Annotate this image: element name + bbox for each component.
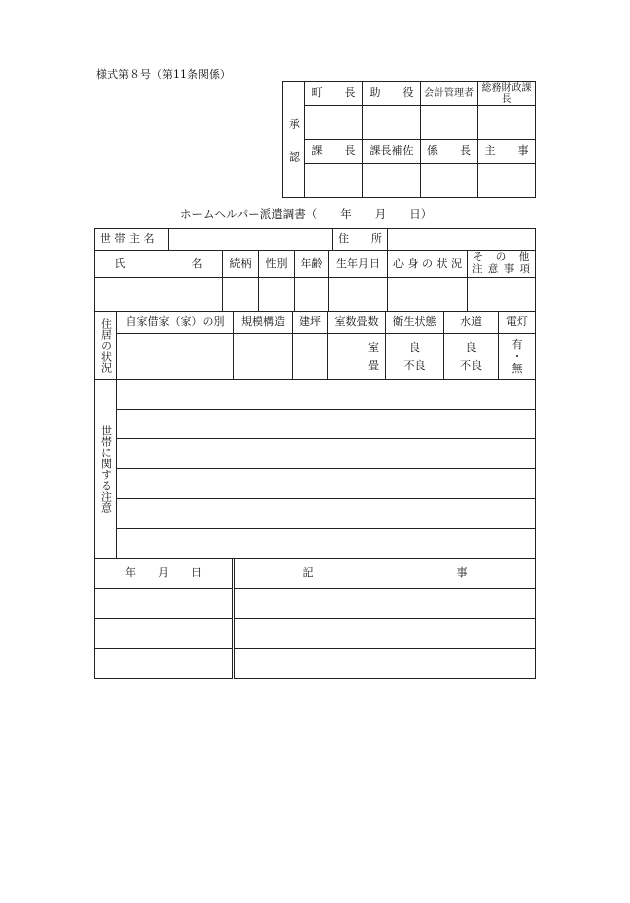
- col-name: 氏 名: [95, 251, 223, 278]
- member-age-input[interactable]: [295, 278, 329, 312]
- record-date-header: 年 月 日: [95, 559, 234, 589]
- approval-role-clerk: 主 事: [478, 140, 536, 164]
- water-cell[interactable]: [444, 334, 499, 380]
- water-good: 良: [465, 340, 477, 354]
- notes-line[interactable]: [117, 439, 536, 469]
- approval-seal-box: [478, 106, 536, 140]
- record-content-input[interactable]: [234, 649, 536, 679]
- approval-role-assistant-chief: 課長補佐: [363, 140, 421, 164]
- notes-line[interactable]: [117, 529, 536, 559]
- record-content-input[interactable]: [234, 589, 536, 619]
- household-head-label: 世 帯 主 名: [95, 229, 169, 250]
- approval-seal-box: [363, 106, 421, 140]
- light-yes: 有: [511, 338, 523, 351]
- light-cell[interactable]: [499, 334, 536, 380]
- housing-table: [94, 311, 536, 380]
- member-sex-input[interactable]: [259, 278, 295, 312]
- approval-role-section-chief: 課 長: [305, 140, 363, 164]
- housing-col-rooms: 室数畳数: [328, 312, 386, 334]
- member-relation-input[interactable]: [223, 278, 259, 312]
- tatami-unit: 畳: [368, 358, 379, 372]
- approval-seal-box: [363, 164, 421, 198]
- approval-side-label: 承 認: [283, 82, 305, 198]
- household-table: [94, 228, 536, 312]
- room-unit: 室: [368, 340, 379, 354]
- record-content-header: 記 事: [234, 559, 536, 589]
- housing-col-structure: 規模構造: [234, 312, 293, 334]
- approval-seal-box: [305, 106, 363, 140]
- housing-side-label: 住居の状況: [95, 312, 117, 380]
- housing-col-sanitation: 衛生状態: [386, 312, 444, 334]
- notes-line[interactable]: [117, 410, 536, 439]
- household-head-row: [95, 229, 388, 251]
- ownership-input[interactable]: [117, 334, 234, 380]
- notes-line[interactable]: [117, 499, 536, 529]
- member-other-input[interactable]: [468, 278, 536, 312]
- notes-line[interactable]: [117, 469, 536, 499]
- address-label: 住 所: [338, 232, 383, 246]
- approval-seal-box: [421, 164, 478, 198]
- sanitation-good: 良: [409, 340, 420, 354]
- approval-seal-box: [305, 164, 363, 198]
- approval-role-mayor: 町 長: [305, 82, 363, 106]
- sanitation-cell[interactable]: [386, 334, 444, 380]
- col-other-notes: そ の 他 注 意 事 項: [468, 251, 536, 278]
- address-input[interactable]: [388, 229, 536, 251]
- approval-role-accounting: 会計管理者: [421, 82, 478, 106]
- housing-col-water: 水道: [444, 312, 499, 334]
- floor-area-input[interactable]: [293, 334, 328, 380]
- approval-role-deputy: 助 役: [363, 82, 421, 106]
- approval-table: [282, 81, 542, 198]
- light-separator: ・: [511, 350, 523, 363]
- household-head-input[interactable]: [169, 229, 333, 250]
- member-name-input[interactable]: [95, 278, 223, 312]
- notes-line[interactable]: [117, 380, 536, 410]
- light-no: 無: [511, 362, 523, 375]
- housing-col-ownership: 自家借家（家）の別: [117, 312, 234, 334]
- rooms-cell[interactable]: [328, 334, 386, 380]
- housing-col-floor-area: 建坪: [293, 312, 328, 334]
- approval-seal-box: [478, 164, 536, 198]
- household-notes-table: [94, 379, 536, 559]
- structure-input[interactable]: [234, 334, 293, 380]
- col-mental: 心 身 の 状 況: [388, 251, 468, 278]
- record-date-input[interactable]: [95, 589, 234, 619]
- approval-role-general-affairs: 総務財政課 長: [478, 82, 536, 106]
- record-table: [94, 558, 536, 679]
- member-mental-input[interactable]: [388, 278, 468, 312]
- col-birth: 生年月日: [329, 251, 388, 278]
- approval-role-subsection-chief: 係 長: [421, 140, 478, 164]
- record-date-input[interactable]: [95, 649, 234, 679]
- housing-col-light: 電灯: [499, 312, 536, 334]
- notes-side-label: 世帯に関する注意: [95, 380, 117, 559]
- col-relation: 続柄: [223, 251, 259, 278]
- record-content-input[interactable]: [234, 619, 536, 649]
- page-title: ホームヘルパー派遣調書（ 年 月 日）: [180, 207, 433, 221]
- col-age: 年齢: [295, 251, 329, 278]
- form-number: 様式第８号（第11条関係）: [96, 68, 231, 81]
- sanitation-bad: 不良: [403, 358, 426, 372]
- member-birth-input[interactable]: [329, 278, 388, 312]
- water-bad: 不良: [460, 358, 482, 372]
- record-date-input[interactable]: [95, 619, 234, 649]
- col-sex: 性別: [259, 251, 295, 278]
- approval-seal-box: [421, 106, 478, 140]
